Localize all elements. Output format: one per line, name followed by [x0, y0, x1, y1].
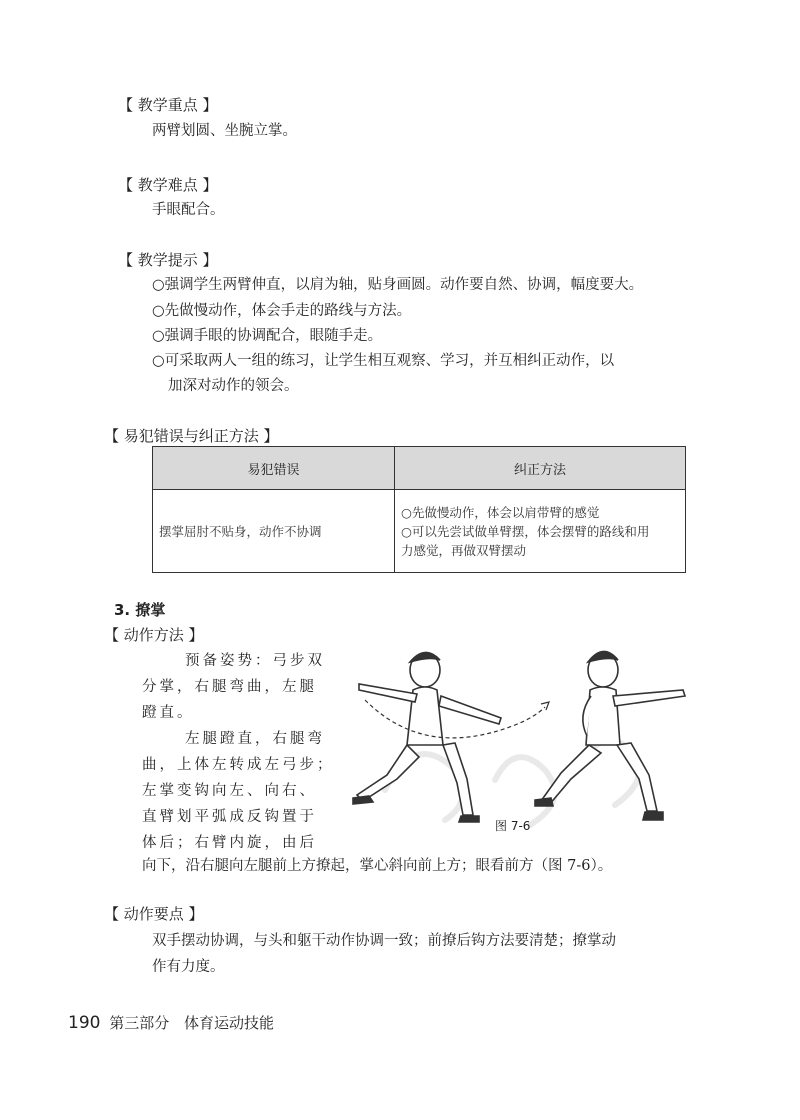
key-points-heading: 【 教学重点 】: [118, 96, 218, 114]
method-line: 预备姿势：弓步双: [185, 653, 325, 669]
fix-cell: [395, 490, 686, 573]
fix-line: 力感觉，再做双臂摆动: [401, 542, 527, 558]
method-line: 蹬直。: [142, 705, 195, 721]
errors-table: [152, 446, 686, 573]
hint-item: ○可采取两人一组的练习，让学生相互观察、学习，并互相纠正动作，以: [152, 353, 615, 369]
method-line: 左掌变钩向左、向右、: [142, 783, 317, 799]
hint-item: ○强调学生两臂伸直，以肩为轴，贴身画圆。动作要自然、协调，幅度要大。: [152, 277, 644, 293]
arrow-head-icon: [541, 702, 549, 710]
hints-heading: 【 教学提示 】: [118, 251, 218, 269]
errors-heading: 【 易犯错误与纠正方法 】: [104, 427, 279, 445]
col-header-fix: 纠正方法: [395, 447, 686, 490]
essentials-line: 双手摆动协调，与头和躯干动作协调一致；前撩后钩方法要清楚；撩掌动: [152, 933, 616, 949]
method-line: 左腿蹬直，右腿弯: [185, 731, 325, 747]
key-points-text: 两臂划圆、坐腕立掌。: [152, 123, 297, 139]
difficulty-text: 手眼配合。: [152, 202, 225, 218]
method-line: 体后；右臂内旋，由后: [142, 835, 317, 851]
figure-left: [353, 652, 501, 822]
hint-item-continued: 加深对动作的领会。: [168, 378, 299, 394]
difficulty-heading: 【 教学难点 】: [118, 176, 218, 194]
figure-right: [535, 651, 685, 820]
col-header-error: 易犯错误: [153, 447, 395, 490]
page-footer: [68, 1012, 274, 1033]
table-row: [153, 490, 686, 573]
error-cell: 摆掌屈肘不贴身，动作不协调: [153, 490, 395, 573]
method-continuation: 向下，沿右腿向左腿前上方撩起，掌心斜向前上方；眼看前方（图 7-6）。: [142, 858, 613, 874]
footer-part: 第三部分: [109, 1014, 170, 1032]
method-line: 分掌，右腿弯曲，左腿: [142, 679, 317, 695]
footer-title: 体育运动技能: [184, 1014, 275, 1032]
hint-item: ○先做慢动作，体会手走的路线与方法。: [152, 303, 412, 319]
method-heading: 【 动作方法 】: [104, 626, 204, 644]
page-number: 190: [68, 1013, 101, 1033]
fix-line: ○可以先尝试做单臂摆，体会摆臂的路线和用: [401, 523, 650, 539]
method-line: 直臂划平弧成反钩置于: [142, 809, 317, 825]
method-line: 曲，上体左转成左弓步；: [142, 757, 335, 773]
figure-caption: 图 7-6: [495, 819, 531, 833]
essentials-line: 作有力度。: [152, 959, 225, 975]
hint-item: ○强调手眼的协调配合，眼随手走。: [152, 328, 383, 344]
fix-line: ○先做慢动作，体会以肩带臂的感觉: [401, 504, 600, 520]
essentials-heading: 【 动作要点 】: [104, 905, 204, 923]
move-title: 3. 撩掌: [114, 601, 166, 619]
figure-illustration: [345, 630, 705, 845]
